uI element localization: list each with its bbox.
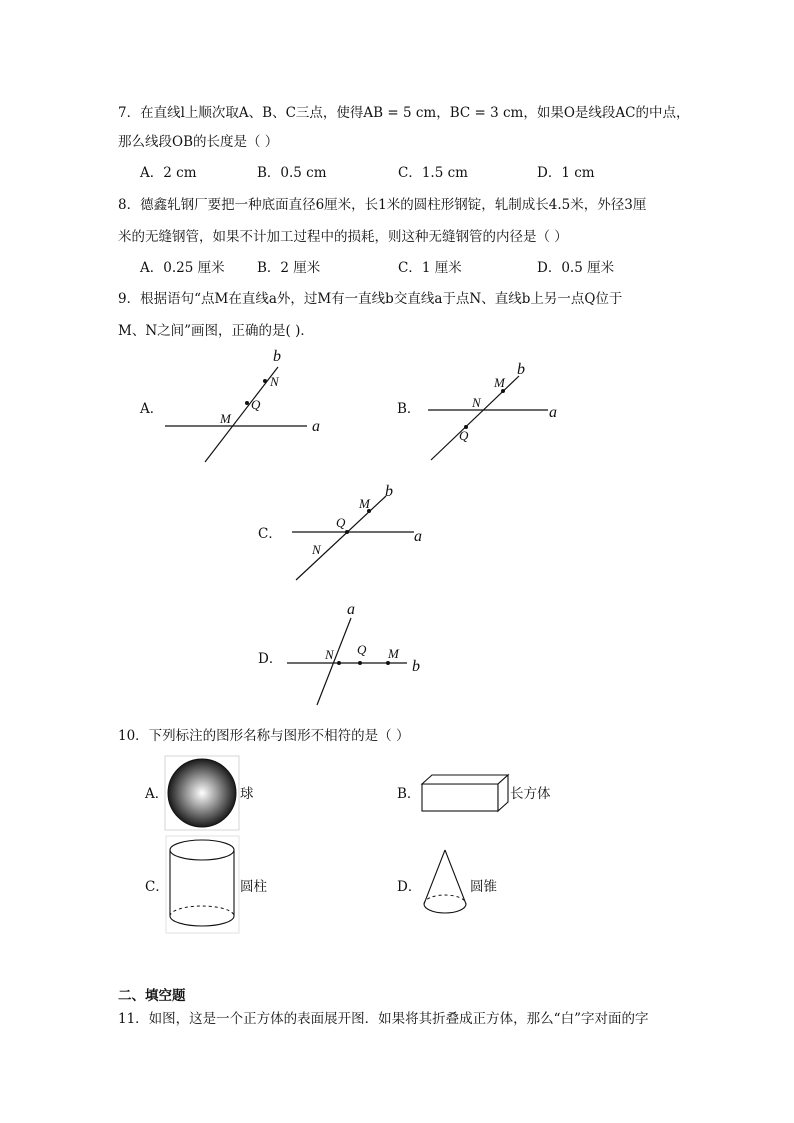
q8-option-b: B．2 厘米 (257, 260, 321, 276)
q10-c-label: C． (145, 879, 169, 895)
fig-label-q: Q (336, 515, 346, 530)
fig-label-q: Q (459, 428, 469, 443)
fig-label-q: Q (251, 397, 261, 412)
line-b (296, 496, 386, 580)
point-n (263, 379, 267, 383)
fig-label-m: M (388, 646, 399, 661)
fig-label-m: M (220, 411, 231, 426)
q10-a-name: 球 (240, 786, 254, 802)
q10-cone-figure (420, 848, 472, 923)
q9-figC-label: C． (258, 526, 282, 542)
q8-option-a: A．0.25 厘米 (140, 260, 225, 276)
q10-c-name: 圆柱 (240, 879, 267, 895)
q10-a-label: A． (145, 786, 169, 802)
q8-line1: 8．德鑫轧钢厂要把一种底面直径6厘米，长1米的圆柱形钢锭，轧制成长4.5米，外径3厘 (118, 197, 647, 213)
q9-line1: 9．根据语句“点M在直线a外，过M有一直线b交直线a于点N、直线b上另一点Q位于 (118, 291, 623, 307)
point-q (245, 401, 249, 405)
q9-figC-diagram (290, 480, 440, 585)
q7-line1: 7．在直线l上顺次取A、B、C三点，使得AB = 5 cm，BC = 3 cm，如果O是线段AC的中点， (118, 105, 690, 121)
q9-figB-label: B． (397, 401, 421, 417)
q7-option-a: A．2 cm (140, 165, 197, 181)
q10-line1: 10．下列标注的图形名称与图形不相符的是（ ） (118, 728, 410, 744)
q9-figB-diagram (425, 358, 565, 468)
line-b (205, 367, 278, 462)
fig-label-a: a (312, 418, 320, 435)
fig-label-b: b (517, 361, 525, 378)
point-q (345, 530, 349, 534)
q9-figA-label: A． (140, 401, 164, 417)
fig-label-b: b (273, 348, 281, 365)
fig-label-m: M (494, 375, 505, 390)
point-n (337, 661, 341, 665)
fig-label-b: b (385, 483, 393, 500)
point-m (386, 661, 390, 665)
q7-option-b: B．0.5 cm (257, 165, 327, 181)
q10-sphere-figure (165, 756, 240, 831)
q9-figD-label: D． (258, 651, 283, 667)
q8-option-c: C．1 厘米 (398, 260, 462, 276)
q7-line2: 那么线段OB的长度是（ ） (118, 134, 279, 150)
q7-option-c: C．1.5 cm (398, 165, 468, 181)
q8-line2: 米的无缝钢管，如果不计加工过程中的损耗，则这种无缝钢管的内径是（ ） (118, 229, 568, 245)
q9-figA-diagram (160, 345, 340, 465)
q10-d-name: 圆锥 (470, 879, 497, 895)
point-q (358, 661, 362, 665)
q11-line1: 11．如图，这是一个正方体的表面展开图．如果将其折叠成正方体，那么“白”字对面的字 (118, 1011, 649, 1027)
q8-option-d: D．0.5 厘米 (537, 260, 615, 276)
fig-label-b: b (412, 658, 420, 675)
q10-b-name: 长方体 (510, 786, 551, 802)
fig-label-n: N (325, 647, 334, 662)
line-b (431, 376, 519, 460)
q10-cylinder-figure (166, 836, 240, 934)
line-a (317, 618, 351, 705)
fig-label-a: a (347, 601, 355, 618)
fig-label-m: M (359, 496, 370, 511)
q7-option-d: D．1 cm (537, 165, 595, 181)
fig-label-n: N (472, 395, 481, 410)
q10-d-label: D． (397, 879, 422, 895)
fig-label-n: N (312, 542, 321, 557)
q10-cuboid-figure (420, 773, 512, 815)
fig-label-a: a (549, 404, 557, 421)
fig-label-a: a (414, 528, 422, 545)
q10-b-label: B． (397, 786, 421, 802)
fig-label-n: N (270, 374, 279, 389)
fig-label-q: Q (357, 642, 367, 657)
q9-figD-diagram (285, 600, 425, 710)
section-title: 二、填空题 (118, 988, 186, 1004)
q9-line2: M、N之间”画图，正确的是( )． (118, 323, 314, 339)
